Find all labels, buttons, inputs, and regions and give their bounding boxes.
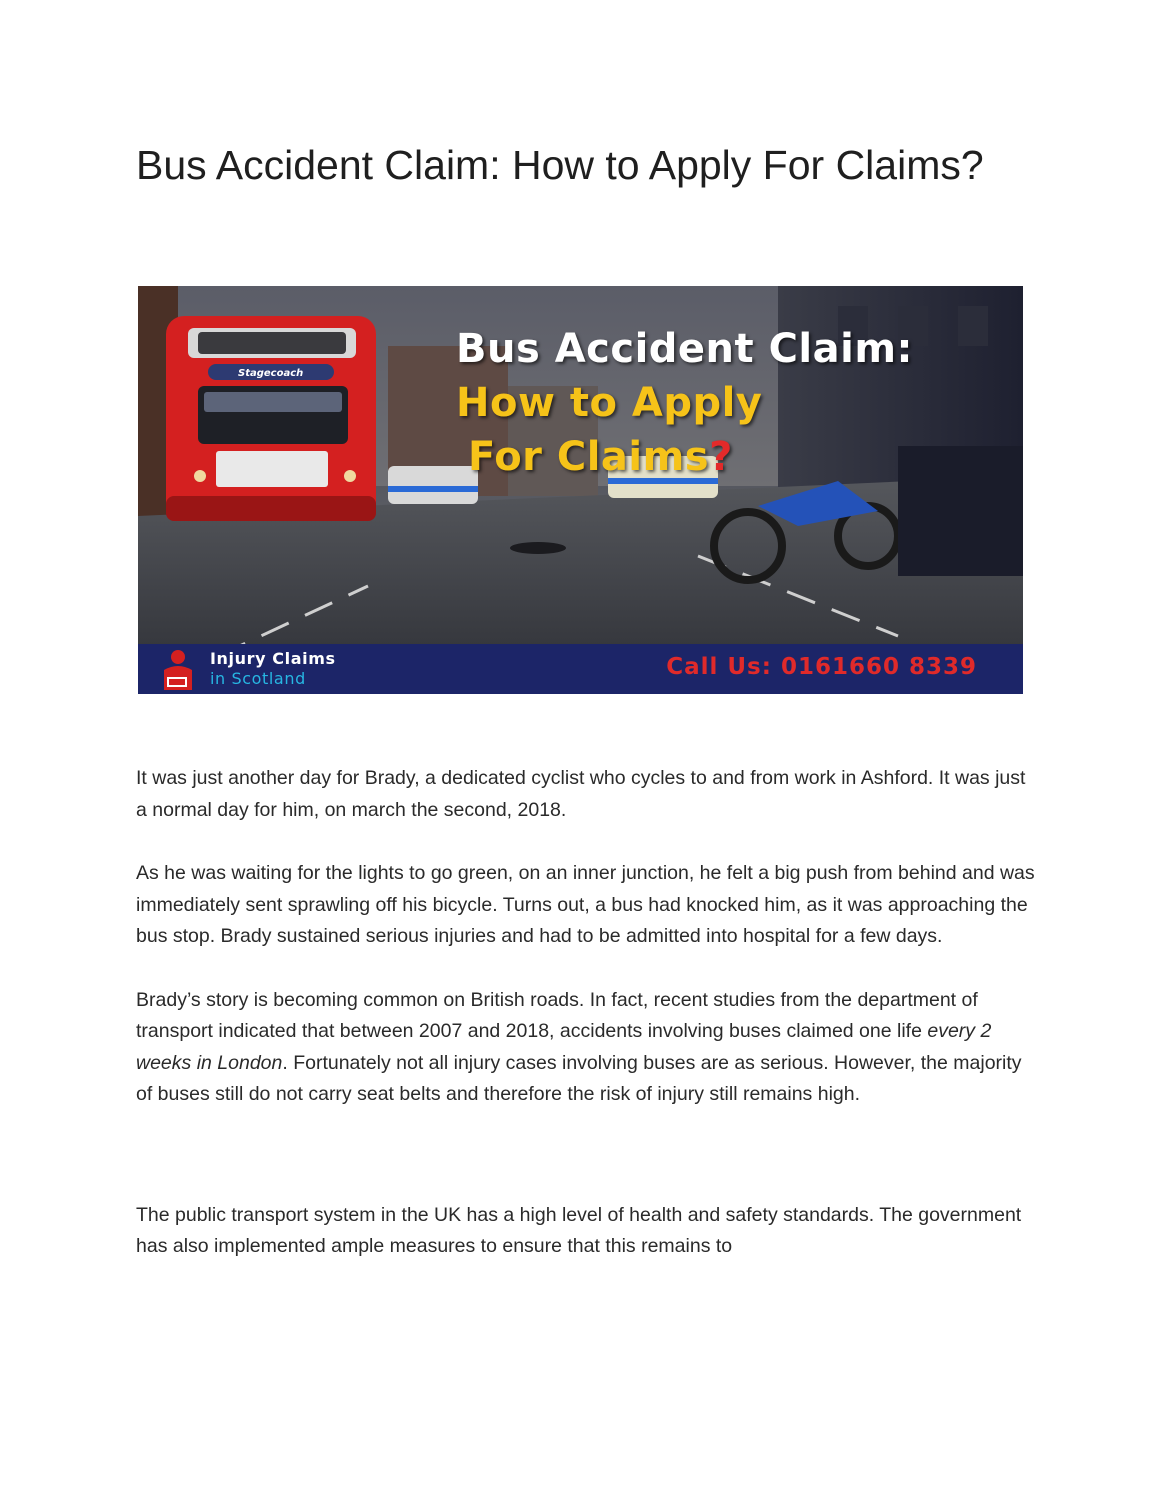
paragraph-3	[136, 985, 1036, 1111]
banner-headline	[456, 322, 913, 484]
banner-footer-bar	[138, 644, 1023, 694]
banner-question-mark: ?	[709, 434, 733, 480]
banner-headline-line2: How to Apply	[456, 380, 763, 426]
brand-name-line2: in Scotland	[210, 669, 306, 688]
bus-illustration	[166, 316, 376, 521]
banner-headline-line3	[456, 430, 913, 484]
brand-name-line1: Injury Claims	[210, 649, 336, 668]
document-title: Bus Accident Claim: How to Apply For Claims?	[136, 142, 984, 188]
paragraph-4: The public transport system in the UK has a high level of health and safety standards. The government has also implemented ample measures to ensure that this remains to	[136, 1203, 1022, 1257]
injured-person-icon	[156, 648, 200, 692]
paragraph-1: It was just another day for Brady, a dedicated cyclist who cycles to and from work in Ashford. It was just a normal day for him, on march the second, 2018.	[136, 767, 1026, 821]
paragraph-2: As he was waiting for the lights to go green, on an inner junction, he felt a big push from behind and was immediately sent sprawling off his bicycle. Turns out, a bus had knocked him, as it was approaching the bus stop. Brady sustained serious injuries and had to be admitted into hospital for a few days.	[136, 862, 1035, 947]
paragraph-3-part-b: . Fortunately not all injury cases involving buses are as serious. However, the majority of buses still do not carry seat belts and therefore the risk of injury still remains high.	[136, 1051, 1022, 1105]
banner-headline-line3-text: For Claims	[468, 434, 710, 480]
paragraph-3-part-a: Brady’s story is becoming common on British roads. In fact, recent studies from the department of transport indicated that between 2007 and 2018, accidents involving buses claimed one life	[136, 988, 978, 1042]
paragraph-3-emphasis: every 2 weeks in London	[136, 1020, 992, 1074]
banner-image	[138, 286, 1023, 694]
svg-text:Stagecoach: Stagecoach	[238, 368, 304, 379]
brand-name	[210, 649, 336, 689]
phone-number: Call Us: 0161660 8339	[666, 654, 977, 680]
banner-headline-line1: Bus Accident Claim:	[456, 326, 914, 372]
article-body	[136, 763, 1036, 1295]
